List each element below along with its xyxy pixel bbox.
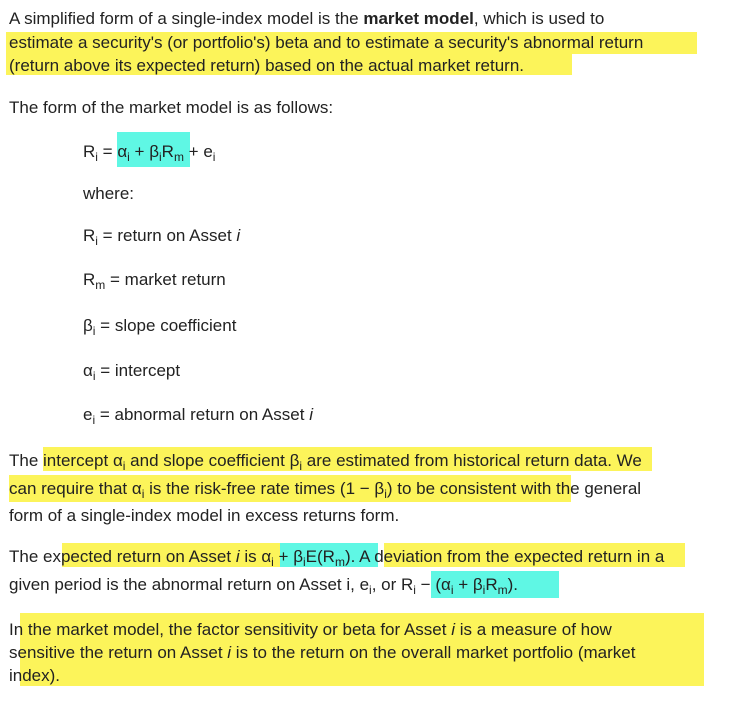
definition-item <box>83 268 226 292</box>
intro-line-3 <box>9 54 524 78</box>
def-subscript: i <box>92 324 96 338</box>
subscript: i <box>271 555 274 569</box>
para-text: α <box>261 547 272 566</box>
def-subscript: i <box>92 369 96 383</box>
para-text: The intercept α <box>9 451 123 470</box>
para-text: given period is the abnormal return on Asset i, e <box>9 575 370 594</box>
para-text: can require that α <box>9 479 142 498</box>
para-text: sensitive the return on Asset <box>9 643 228 662</box>
intro-line-1 <box>9 7 604 31</box>
def-text: = slope coefficient <box>95 316 237 335</box>
subscript: m <box>334 555 345 569</box>
expected-line-1 <box>9 545 664 569</box>
para-text: − (α <box>415 575 451 594</box>
eq-operator: = <box>97 142 118 161</box>
eq-operator: + <box>183 142 204 161</box>
para-text: is to the return on the overall market portfolio (market <box>231 643 636 662</box>
intercept-line-1 <box>9 449 642 473</box>
subscript: i <box>413 583 416 597</box>
factor-line-1 <box>9 618 612 642</box>
subscript: i <box>384 487 387 501</box>
eq-subscript: i <box>212 150 216 164</box>
def-symbol: β <box>83 316 93 335</box>
eq-subscript: i <box>95 150 98 164</box>
intro-text: estimate a security's (or portfolio's) beta and to estimate a security's abnormal return <box>9 33 644 52</box>
definition-item <box>83 224 240 248</box>
intro-line-2 <box>9 31 643 55</box>
expected-line-2 <box>9 573 518 597</box>
para-text: ). <box>507 575 518 594</box>
subscript: i <box>299 459 303 473</box>
form-intro <box>9 96 333 120</box>
para-text: are estimated from historical return data. We <box>302 451 642 470</box>
def-subscript: i <box>92 413 96 427</box>
definition-item <box>83 403 313 427</box>
para-text: form of a single-index model in excess returns form. <box>9 506 400 525</box>
def-subscript: m <box>95 278 106 292</box>
factor-line-3 <box>9 664 60 688</box>
para-text: R <box>485 575 498 594</box>
intro-text: (return above its expected return) based on the actual market return. <box>9 56 524 75</box>
para-text: ). A deviation from the expected return in a <box>344 547 665 566</box>
def-symbol: R <box>83 226 96 245</box>
eq-subscript: i <box>158 150 162 164</box>
where-label <box>83 182 134 206</box>
definition-item <box>83 314 236 338</box>
asset-italic: i <box>451 620 455 639</box>
eq-symbol: e <box>203 142 213 161</box>
para-text: ) to be consistent with the general <box>386 479 642 498</box>
para-text: index). <box>9 666 61 685</box>
subscript: i <box>369 583 372 597</box>
market-model-equation <box>83 140 215 164</box>
subscript: m <box>497 583 508 597</box>
def-text: = abnormal return on Asset <box>95 405 310 424</box>
eq-subscript: i <box>127 150 130 164</box>
subscript: i <box>122 459 126 473</box>
def-italic: i <box>236 226 241 245</box>
def-italic: i <box>309 405 313 424</box>
eq-symbol: β <box>149 142 159 161</box>
def-symbol: R <box>83 270 96 289</box>
para-text: In the market model, the factor sensitivity or beta for Asset <box>9 620 452 639</box>
def-symbol: α <box>83 361 93 380</box>
market-model-term: market model <box>363 9 474 28</box>
def-subscript: i <box>95 234 98 248</box>
definition-item <box>83 359 180 383</box>
def-text: = market return <box>105 270 226 289</box>
eq-subscript: m <box>173 150 184 164</box>
subscript: i <box>302 555 306 569</box>
subscript: i <box>482 583 486 597</box>
eq-symbol: R <box>161 142 174 161</box>
para-text: and slope coefficient β <box>125 451 300 470</box>
def-text: = intercept <box>95 361 181 380</box>
asset-italic: i <box>235 547 240 566</box>
para-text: The expected return on Asset <box>9 547 236 566</box>
para-text: , or R <box>371 575 414 594</box>
para-text: is <box>239 547 262 566</box>
def-text: = return on Asset <box>97 226 237 245</box>
eq-symbol: R <box>83 142 96 161</box>
para-text: is the risk-free rate times (1 − β <box>144 479 385 498</box>
eq-symbol: α <box>117 142 128 161</box>
intercept-line-2 <box>9 477 641 501</box>
factor-line-2 <box>9 641 635 665</box>
para-text: is a measure of how <box>454 620 612 639</box>
intercept-line-3 <box>9 504 399 528</box>
para-text: + β <box>453 575 483 594</box>
para-text: + β <box>273 547 303 566</box>
eq-operator: + <box>129 142 150 161</box>
para-text: E(R <box>305 547 335 566</box>
subscript: i <box>141 487 145 501</box>
form-intro-text: The form of the market model is as follows: <box>9 98 334 117</box>
where-text: where: <box>83 184 135 203</box>
asset-italic: i <box>227 643 232 662</box>
subscript: i <box>450 583 454 597</box>
def-symbol: e <box>83 405 93 424</box>
intro-text: A simplified form of a single-index model is the <box>9 9 364 28</box>
intro-text: , which is used to <box>473 9 605 28</box>
